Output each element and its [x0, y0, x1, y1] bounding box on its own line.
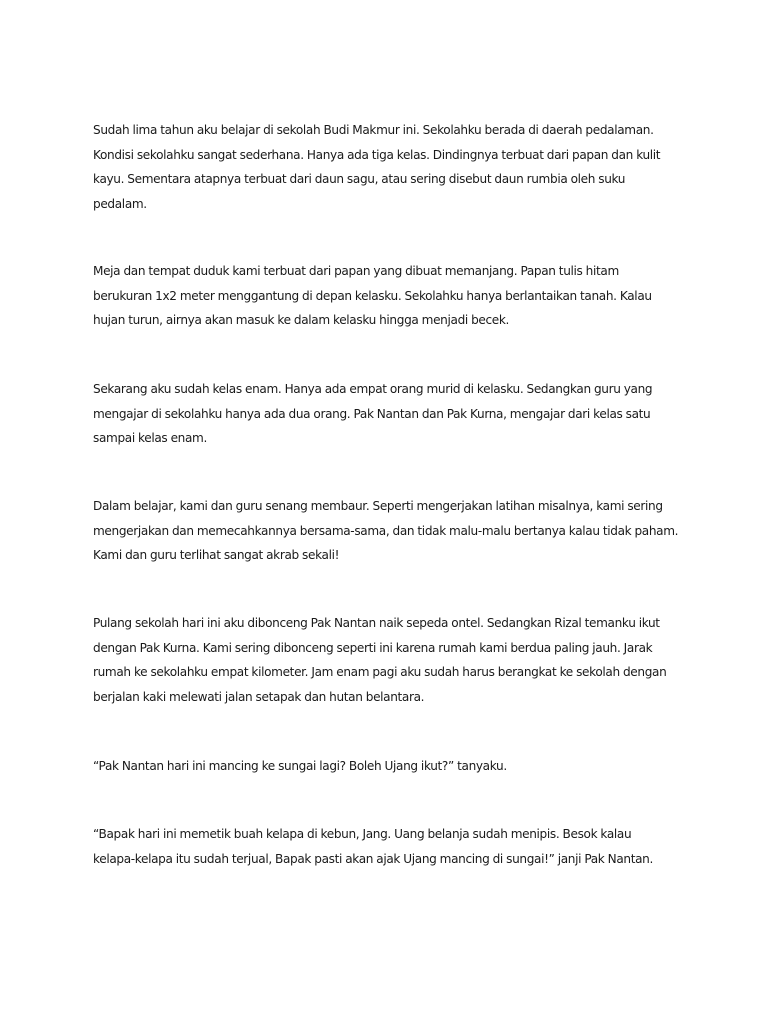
paragraph-6: [93, 754, 683, 779]
paragraph-line: kelapa-kelapa itu sudah terjual, Bapak pasti akan ajak Ujang mancing di sungai!” janji Pak Nantan.: [93, 851, 653, 866]
paragraph-line: “Bapak hari ini memetik buah kelapa di kebun, Jang. Uang belanja sudah menipis. Besok kalau: [93, 827, 632, 841]
paragraph-line: berukuran 1x2 meter menggantung di depan kelasku. Sekolahku hanya berlantaikan tanah. Kalau: [93, 288, 652, 303]
paragraph-3: [93, 377, 683, 451]
paragraph-line: rumah ke sekolahku empat kilometer. Jam enam pagi aku sudah harus berangkat ke sekolah dengan: [93, 665, 667, 679]
paragraph-5: [93, 611, 683, 709]
paragraph-line: Kami dan guru terlihat sangat akrab sekali!: [93, 548, 340, 562]
paragraph-line: Meja dan tempat duduk kami terbuat dari papan yang dibuat memanjang. Papan tulis hitam: [93, 264, 619, 278]
paragraph-line: mengajar di sekolahku hanya ada dua orang. Pak Nantan dan Pak Kurna, mengajar dari kelas satu: [93, 406, 651, 421]
paragraph-line: sampai kelas enam.: [93, 431, 207, 445]
paragraph-line: dengan Pak Kurna. Kami sering dibonceng seperti ini karena rumah kami berdua paling jauh. Jarak: [93, 640, 653, 655]
paragraph-line: “Pak Nantan hari ini mancing ke sungai lagi? Boleh Ujang ikut?” tanyaku.: [93, 759, 507, 773]
paragraph-line: berjalan kaki melewati jalan setapak dan hutan belantara.: [93, 689, 425, 704]
paragraph-line: kayu. Sementara atapnya terbuat dari daun sagu, atau sering disebut daun rumbia oleh suku: [93, 172, 626, 186]
paragraph-line: mengerjakan dan memecahkannya bersama-sama, dan tidak malu-malu bertanya kalau tidak paham.: [93, 523, 679, 538]
paragraph-line: Sudah lima tahun aku belajar di sekolah Budi Makmur ini. Sekolahku berada di daerah pedalaman.: [93, 123, 654, 137]
paragraph-1: [93, 118, 683, 216]
paragraph-line: Dalam belajar, kami dan guru senang membaur. Seperti mengerjakan latihan misalnya, kami sering: [93, 499, 663, 513]
paragraph-7: [93, 822, 683, 871]
paragraph-line: Kondisi sekolahku sangat sederhana. Hanya ada tiga kelas. Dindingnya terbuat dari papan dan kulit: [93, 147, 661, 162]
paragraph-line: Sekarang aku sudah kelas enam. Hanya ada empat orang murid di kelasku. Sedangkan guru yang: [93, 382, 653, 396]
paragraph-2: [93, 259, 683, 333]
paragraph-line: hujan turun, airnya akan masuk ke dalam kelasku hingga menjadi becek.: [93, 313, 510, 327]
paragraph-4: [93, 494, 683, 568]
paragraph-line: pedalam.: [93, 196, 147, 211]
paragraph-line: Pulang sekolah hari ini aku dibonceng Pak Nantan naik sepeda ontel. Sedangkan Rizal temanku ikut: [93, 616, 660, 630]
